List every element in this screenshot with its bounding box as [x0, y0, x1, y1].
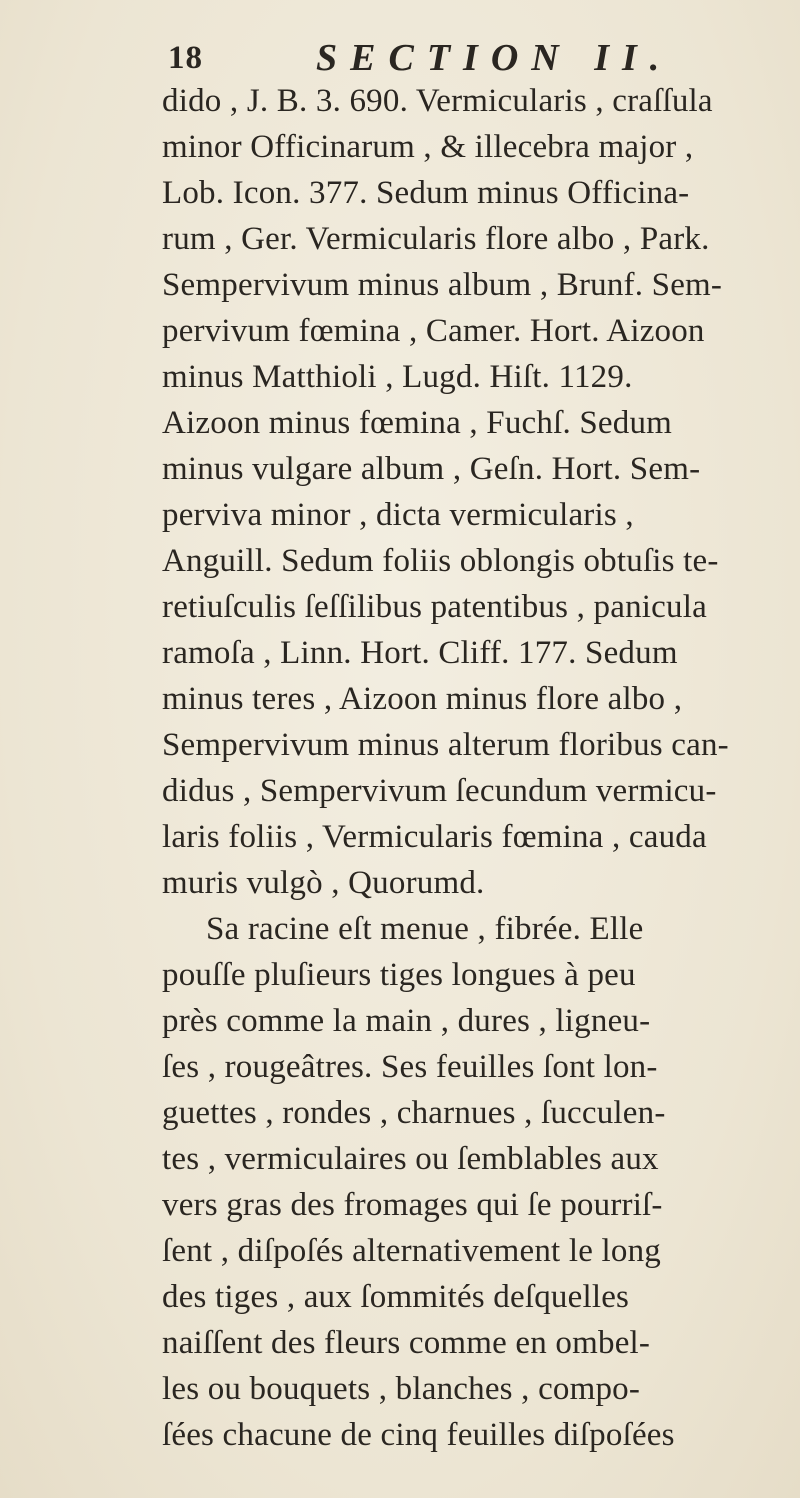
text-line: ſes , rougeâtres. Ses feuilles ſont lon-: [162, 1049, 658, 1085]
running-head: SECTION II.: [316, 37, 673, 79]
text-line: ramoſa , Linn. Hort. Cliff. 177. Sedum: [162, 635, 678, 671]
text-line: rum , Ger. Vermicularis flore albo , Park.: [162, 221, 710, 257]
text-line: Sempervivum minus album , Brunf. Sem-: [162, 267, 723, 303]
text-line: didus , Sempervivum ſecundum vermicu-: [162, 773, 717, 809]
text-line: tes , vermiculaires ou ſemblables aux: [162, 1141, 659, 1177]
text-line: minor Officinarum , & illecebra major ,: [162, 129, 694, 165]
text-line: muris vulgò , Quorumd.: [162, 865, 485, 901]
page-number: 18: [168, 40, 203, 76]
text-line: minus teres , Aizoon minus flore albo ,: [162, 681, 683, 717]
text-line: guettes , rondes , charnues , ſucculen-: [162, 1095, 666, 1131]
text-line: vers gras des fromages qui ſe pourriſ-: [162, 1187, 663, 1223]
body-text: [162, 78, 798, 1458]
text-line: les ou bouquets , blanches , compo-: [162, 1371, 641, 1407]
text-line: Anguill. Sedum foliis oblongis obtuſis te-: [162, 543, 719, 579]
text-line: laris foliis , Vermicularis fœmina , cauda: [162, 819, 707, 855]
text-line: dido , J. B. 3. 690. Vermicularis , craſſula: [162, 83, 713, 119]
page-header: [168, 30, 780, 78]
text-line: minus Matthioli , Lugd. Hiſt. 1129.: [162, 359, 633, 395]
text-line: pervivum fœmina , Camer. Hort. Aizoon: [162, 313, 705, 349]
text-line: minus vulgare album , Geſn. Hort. Sem-: [162, 451, 701, 487]
text-line: près comme la main , dures , ligneu-: [162, 1003, 651, 1039]
text-line: Sempervivum minus alterum floribus can-: [162, 727, 729, 763]
text-line: ſées chacune de cinq feuilles diſpoſées: [162, 1417, 675, 1453]
paragraph-start-line: Sa racine eſt menue , fibrée. Elle: [206, 911, 644, 947]
text-line: Aizoon minus fœmina , Fuchſ. Sedum: [162, 405, 673, 441]
text-line: perviva minor , dicta vermicularis ,: [162, 497, 634, 533]
text-line: ſent , diſpoſés alternativement le long: [162, 1233, 661, 1269]
text-line: retiuſculis ſeſſilibus patentibus , panicula: [162, 589, 707, 625]
text-line: naiſſent des fleurs comme en ombel-: [162, 1325, 651, 1361]
text-line: des tiges , aux ſommités deſquelles: [162, 1279, 630, 1315]
text-line: Lob. Icon. 377. Sedum minus Officina-: [162, 175, 690, 211]
text-line: pouſſe pluſieurs tiges longues à peu: [162, 957, 636, 993]
